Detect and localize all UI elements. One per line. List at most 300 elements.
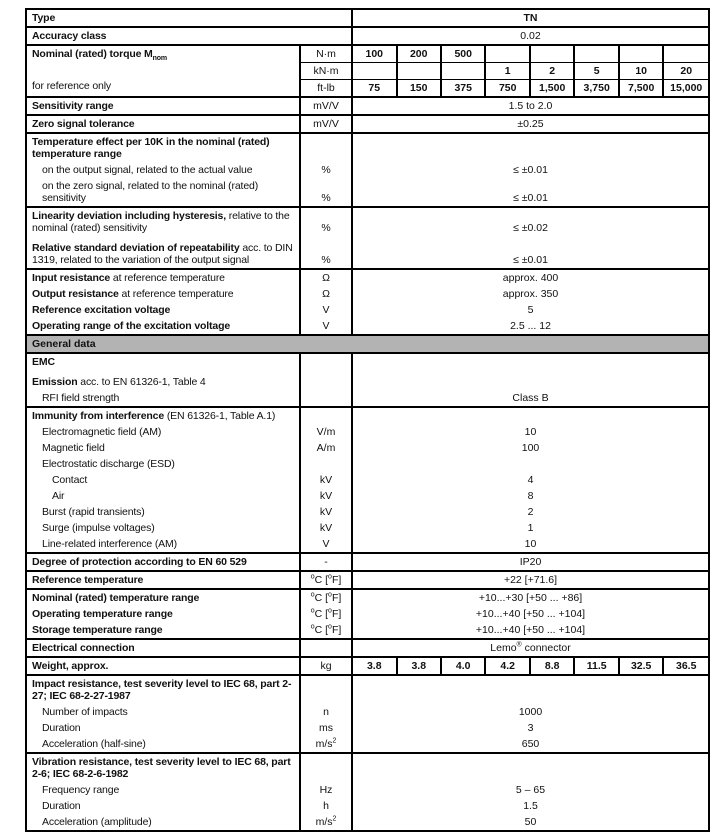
param-label [27,97,300,115]
param-label [27,45,300,97]
unit-cell [300,704,352,720]
text-segment: Ω [322,272,330,284]
value-cell-wide [352,720,708,736]
text-segment: ≤ ±0.01 [513,192,548,204]
row-esd [27,456,708,472]
text-segment: m/s [315,816,333,828]
text-segment: Linearity deviation including hysteresis, [32,210,226,222]
text-segment: kV [319,490,333,502]
text-segment: General data [32,338,96,350]
text-segment: Hz [319,784,333,796]
value-cell-wide [352,606,708,622]
text-segment: Nominal (rated) temperature range [32,592,200,604]
row-temp-effect-output [27,162,708,178]
text-segment: V [322,320,330,332]
text-segment: 50 [524,816,537,828]
text-segment: Duration [42,722,81,734]
value-cell: 7,500 [619,80,663,98]
row-accuracy-class [27,27,708,45]
value-cell-wide [352,472,708,488]
unit-cell [300,424,352,440]
value-cell [619,45,663,63]
value-cell-wide [352,97,708,115]
text-segment: kN·m [313,65,339,77]
text-segment: TN [523,12,538,24]
unit-cell [300,488,352,504]
unit-cell [300,302,352,318]
value-cell-wide [352,736,708,753]
text-segment: F] [331,624,342,636]
text-segment: o [310,607,315,615]
unit-cell [300,520,352,536]
param-label [27,504,300,520]
text-segment: Temperature effect per 10K in the nominal (rated) temperature range [32,136,270,160]
value-cell-wide [352,639,708,657]
row-electrical-connection [27,639,708,657]
text-segment: Acceleration (half-sine) [42,738,146,750]
value-cell: 3,750 [574,80,618,98]
text-segment: approx. 350 [502,288,559,300]
text-segment: Electrical connection [32,642,135,654]
row-temp-effect-header [27,133,708,162]
text-segment: 2 [527,506,534,518]
text-segment: % [321,254,331,266]
unit-cell [300,456,352,472]
value-cell: 3.8 [397,657,441,675]
text-segment: Ω [322,288,330,300]
value-cell: 500 [441,45,485,63]
value-cell-wide [352,370,708,390]
row-sensitivity-range [27,97,708,115]
text-segment: nom [152,55,167,63]
text-segment: Operating temperature range [32,608,173,620]
label-stack [32,48,296,92]
text-segment: mV/V [313,118,339,130]
value-cell-wide [352,269,708,286]
text-segment: 0.02 [520,30,541,42]
row-surge [27,520,708,536]
text-segment: C [ [314,608,329,620]
unit-cell [300,318,352,335]
value-cell-wide [352,456,708,472]
text-segment: 100 [521,442,540,454]
value-cell: 11.5 [574,657,618,675]
row-reference-temperature [27,571,708,589]
text-segment: A/m [316,442,336,454]
row-emission [27,370,708,390]
row-electromagnetic-field [27,424,708,440]
param-label [27,814,300,830]
text-segment: C [ [314,624,329,636]
param-label [27,798,300,814]
text-segment: 5 – 65 [515,784,546,796]
text-segment: Burst (rapid transients) [42,506,145,518]
unit-cell [300,390,352,407]
text-segment: Reference temperature [32,574,144,586]
value-cell-wide [352,753,708,782]
param-label [27,720,300,736]
text-segment: Weight, approx. [32,660,109,672]
param-label [27,286,300,302]
row-operating-temperature-range [27,606,708,622]
row-vibration-duration [27,798,708,814]
unit-cell [300,782,352,798]
unit-cell [300,286,352,302]
row-type [27,10,708,27]
value-cell-wide [352,782,708,798]
text-segment: Line-related interference (AM) [42,538,177,550]
text-segment: Acceleration (amplitude) [42,816,152,828]
text-segment: 3 [527,722,534,734]
text-segment: ≤ ±0.01 [513,254,548,266]
text-segment: V/m [316,426,336,438]
text-segment: 5 [527,304,534,316]
text-segment: Zero signal tolerance [32,118,135,130]
value-cell-wide [352,162,708,178]
unit-cell [300,133,352,162]
text-segment: on the output signal, related to the actual value [42,164,253,176]
row-nominal-temperature-range [27,589,708,606]
value-cell: 200 [397,45,441,63]
text-segment: kg [320,660,332,672]
param-label [27,370,300,390]
row-line-related-interference [27,536,708,553]
text-segment: h [323,800,329,812]
text-segment: 2 [332,737,337,745]
unit-cell [300,162,352,178]
value-cell-wide [352,353,708,370]
value-cell-wide [352,390,708,407]
param-label [27,520,300,536]
text-segment: Output resistance [32,288,119,300]
text-segment: +10...+30 [+50 ... +86] [478,592,583,604]
value-cell: 20 [663,63,708,80]
text-segment: o [310,573,315,581]
param-label [27,318,300,335]
value-cell-wide [352,589,708,606]
text-segment: F] [331,608,342,620]
value-cell: 3.8 [352,657,396,675]
unit-cell [300,553,352,571]
value-cell-wide [352,115,708,133]
text-segment: 10 [524,426,537,438]
param-label [27,10,352,27]
value-cell: 4.2 [485,657,529,675]
row-reference-excitation-voltage [27,302,708,318]
text-segment: 2.5 ... 12 [510,320,551,332]
value-cell: 32.5 [619,657,663,675]
unit-cell [300,353,352,370]
param-label [27,675,300,704]
param-label [27,472,300,488]
spec-table-frame [25,8,710,832]
value-cell-wide [352,814,708,830]
value-cell: 750 [485,80,529,98]
row-esd-contact [27,472,708,488]
text-segment: o [328,573,332,581]
row-storage-temperature-range [27,622,708,639]
row-input-resistance [27,269,708,286]
text-segment: ms [319,722,333,734]
unit-cell [300,622,352,639]
text-segment: ≤ ±0.01 [513,164,548,176]
text-segment: V [322,538,330,550]
value-cell-wide [352,440,708,456]
row-linearity [27,207,708,236]
text-segment: mV/V [313,100,339,112]
text-segment: Frequency range [42,784,120,796]
value-cell: 2 [530,63,574,80]
row-temp-effect-zero [27,178,708,207]
param-label [27,133,300,162]
value-cell-wide [352,704,708,720]
value-cell [663,45,708,63]
text-segment: C [ [314,574,329,586]
param-label [27,456,300,472]
value-cell-wide [352,675,708,704]
text-segment: o [328,623,332,631]
row-torque-nm [27,45,708,63]
value-cell: 375 [441,80,485,98]
param-label [27,622,300,639]
value-cell: 10 [619,63,663,80]
value-cell-wide [352,520,708,536]
text-segment: Air [52,490,65,502]
text-segment: Nominal (rated) torque M [32,48,153,60]
unit-cell [300,536,352,553]
row-weight [27,657,708,675]
param-label [27,571,300,589]
value-cell [441,63,485,80]
unit-cell [300,504,352,520]
label-bottom [32,80,296,92]
value-cell-wide [352,10,708,27]
unit-cell [300,589,352,606]
text-segment: 10 [524,538,537,550]
unit-cell [300,207,352,236]
param-label [27,115,300,133]
text-segment: % [321,222,331,234]
value-cell-wide [352,488,708,504]
text-segment: 1000 [518,706,543,718]
value-cell-wide [352,318,708,335]
spec-table [27,10,708,830]
unit-cell [300,814,352,830]
value-cell-wide [352,207,708,236]
unit-cell [300,736,352,753]
unit-cell [300,407,352,424]
param-label [27,424,300,440]
value-cell [485,45,529,63]
text-segment: +10...+40 [+50 ... +104] [475,624,586,636]
text-segment: V [322,304,330,316]
unit-cell [300,639,352,657]
unit-cell [300,269,352,286]
value-cell: 100 [352,45,396,63]
param-label [27,704,300,720]
param-label [27,353,300,370]
value-cell-wide [352,236,708,269]
value-cell: 15,000 [663,80,708,98]
value-cell: 8.8 [530,657,574,675]
text-segment: kV [319,474,333,486]
text-segment: Degree of protection according to EN 60 529 [32,556,247,568]
value-cell-wide [352,571,708,589]
text-segment: o [328,591,332,599]
text-segment: Operating range of the excitation voltage [32,320,231,332]
text-segment: approx. 400 [502,272,559,284]
text-segment: at reference temperature [118,288,234,300]
text-segment: Immunity from interference [32,410,165,422]
value-cell [352,63,396,80]
param-label [27,207,300,236]
unit-cell [300,45,352,63]
param-label [27,753,300,782]
value-cell: 1,500 [530,80,574,98]
label-top [32,48,296,63]
row-emc [27,353,708,370]
unit-cell [300,472,352,488]
text-segment: Reference excitation voltage [32,304,171,316]
text-segment: Relative standard deviation of repeatability [32,242,240,254]
text-segment: 1.5 to 2.0 [508,100,553,112]
text-segment: 8 [527,490,534,502]
text-segment: Contact [52,474,88,486]
text-segment: Duration [42,800,81,812]
value-cell-wide [352,798,708,814]
value-cell-wide [352,178,708,207]
text-segment: % [321,192,331,204]
text-segment: ft-lb [317,82,335,94]
unit-cell [300,63,352,80]
row-rfi-field-strength [27,390,708,407]
param-label [27,488,300,504]
text-segment: 1.5 [523,800,538,812]
unit-cell [300,97,352,115]
text-segment: F] [331,574,342,586]
param-label [27,27,352,45]
text-segment: +22 [+71.6] [503,574,558,586]
text-segment: F] [331,592,342,604]
param-label [27,782,300,798]
unit-cell [300,178,352,207]
row-magnetic-field [27,440,708,456]
param-label [27,736,300,753]
value-cell: 150 [397,80,441,98]
value-cell: 5 [574,63,618,80]
unit-cell [300,675,352,704]
row-output-resistance [27,286,708,302]
value-cell-wide [352,536,708,553]
text-segment: o [310,591,315,599]
text-segment: +10...+40 [+50 ... +104] [475,608,586,620]
unit-cell [300,753,352,782]
text-segment: C [ [314,592,329,604]
text-segment: Number of impacts [42,706,128,718]
param-label [27,390,300,407]
text-segment: relative to the nominal (rated) sensitivity [32,210,290,234]
text-segment: acc. to EN 61326-1, Table 4 [77,376,206,388]
unit-cell [300,720,352,736]
text-segment: N·m [316,48,336,60]
text-segment: for reference only [32,80,112,92]
row-number-of-impacts [27,704,708,720]
text-segment: 4 [527,474,534,486]
unit-cell [300,571,352,589]
text-segment: Electrostatic discharge (ESD) [42,458,175,470]
text-segment: Lemo [490,642,517,654]
row-degree-of-protection [27,553,708,571]
text-segment: Class B [512,392,549,404]
row-impact-resistance-header [27,675,708,704]
text-segment: ≤ ±0.02 [513,222,548,234]
value-cell: 1 [485,63,529,80]
unit-cell [300,115,352,133]
text-segment: Vibration resistance, test severity level to IEC 68, part 2-6; IEC 68-2-6-1982 [32,756,291,780]
value-cell-wide [352,424,708,440]
section-general-data [27,335,708,353]
unit-cell [300,440,352,456]
text-segment: Type [32,12,56,24]
text-segment: Accuracy class [32,30,107,42]
param-label [27,178,300,207]
text-segment: kV [319,506,333,518]
param-label [27,553,300,571]
param-label [27,269,300,286]
row-frequency-range [27,782,708,798]
text-segment: EMC [32,356,55,368]
value-cell: 75 [352,80,396,98]
text-segment: Magnetic field [42,442,105,454]
text-segment: ® [516,641,522,649]
value-cell [397,63,441,80]
row-vibration-resistance-header [27,753,708,782]
param-label [27,657,300,675]
row-burst [27,504,708,520]
text-segment: o [310,623,315,631]
text-segment: IP20 [519,556,542,568]
value-cell-wide [352,622,708,639]
text-segment: Electromagnetic field (AM) [42,426,162,438]
text-segment: m/s [315,738,333,750]
text-segment: at reference temperature [110,272,225,284]
row-vibration-acceleration [27,814,708,830]
value-cell [574,45,618,63]
value-cell: 36.5 [663,657,708,675]
value-cell-wide [352,133,708,162]
row-zero-signal-tolerance [27,115,708,133]
text-segment: Input resistance [32,272,111,284]
param-label [27,162,300,178]
unit-cell [300,606,352,622]
row-impact-acceleration [27,736,708,753]
unit-cell [300,236,352,269]
text-segment: 650 [521,738,540,750]
row-repeatability [27,236,708,269]
value-cell-wide [352,407,708,424]
text-segment: % [321,164,331,176]
param-label [27,407,300,424]
text-segment: n [323,706,329,718]
param-label [27,606,300,622]
section-header-label [27,335,708,353]
text-segment: (EN 61326-1, Table A.1) [164,410,276,422]
text-segment: - [324,556,328,568]
text-segment: Storage temperature range [32,624,163,636]
text-segment: Surge (impulse voltages) [42,522,155,534]
value-cell [530,45,574,63]
text-segment: RFI field strength [42,392,120,404]
